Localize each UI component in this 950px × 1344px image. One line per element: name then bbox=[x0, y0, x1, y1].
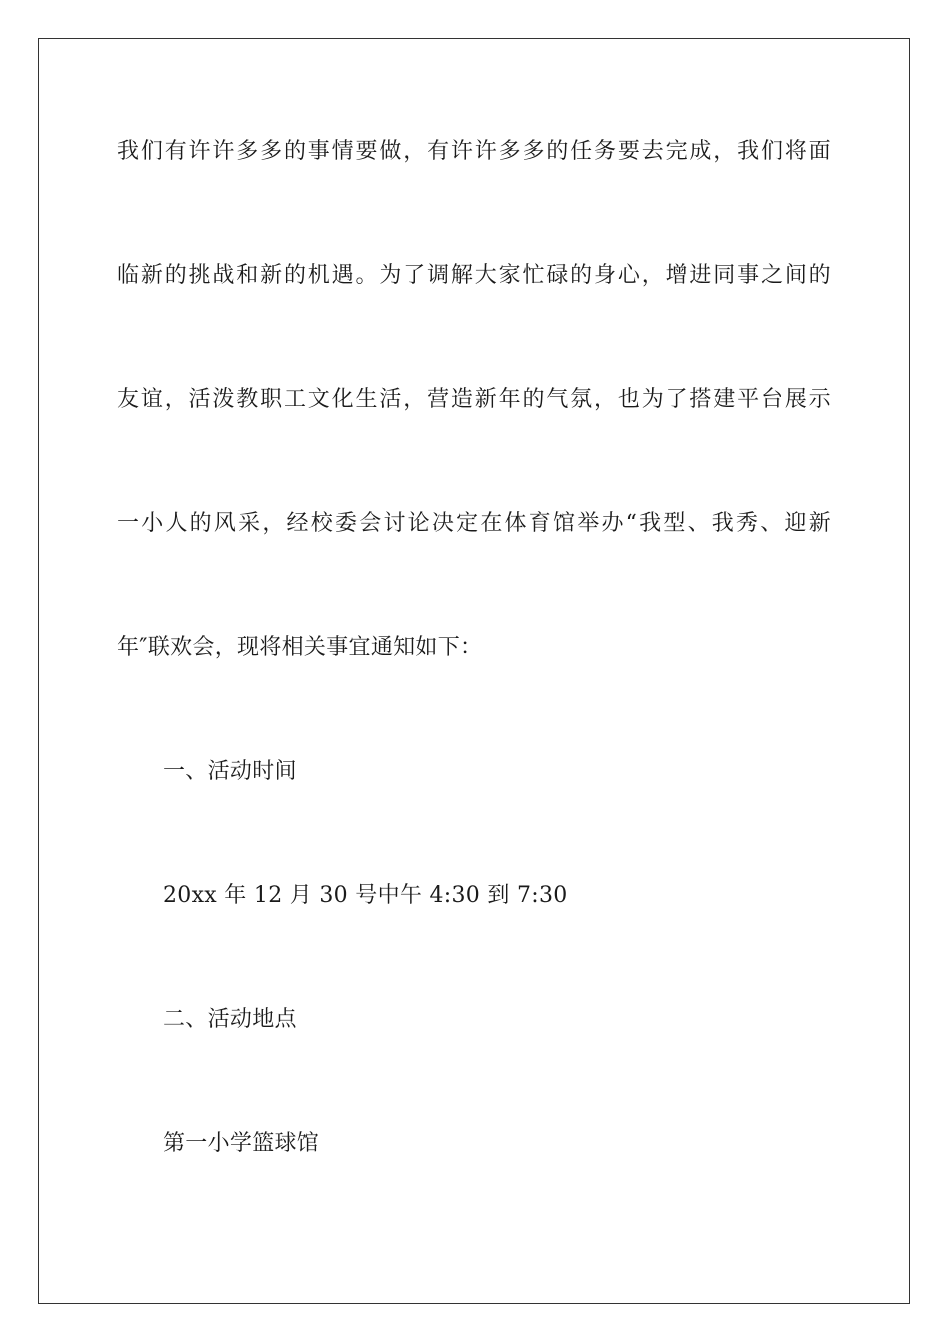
section-heading-location: 二、活动地点 bbox=[163, 1007, 297, 1032]
intro-line-3: 友谊，活泼教职工文化生活，营造新年的气氛，也为了搭建平台展示 bbox=[117, 387, 831, 412]
event-time-text: 20xx 年 12 月 30 号中午 4:30 到 7:30 bbox=[163, 883, 568, 908]
intro-line-1: 我们有许许多多的事情要做，有许许多多的任务要去完成，我们将面 bbox=[117, 139, 831, 164]
event-location-text: 第一小学篮球馆 bbox=[163, 1131, 320, 1156]
intro-line-4: 一小人的风采，经校委会讨论决定在体育馆举办“我型、我秀、迎新 bbox=[117, 511, 831, 536]
intro-line-2: 临新的挑战和新的机遇。为了调解大家忙碌的身心，增进同事之间的 bbox=[117, 263, 831, 288]
intro-line-5: 年″联欢会，现将相关事宜通知如下： bbox=[117, 635, 483, 660]
page-border bbox=[38, 38, 910, 1304]
section-heading-time: 一、活动时间 bbox=[163, 759, 297, 784]
